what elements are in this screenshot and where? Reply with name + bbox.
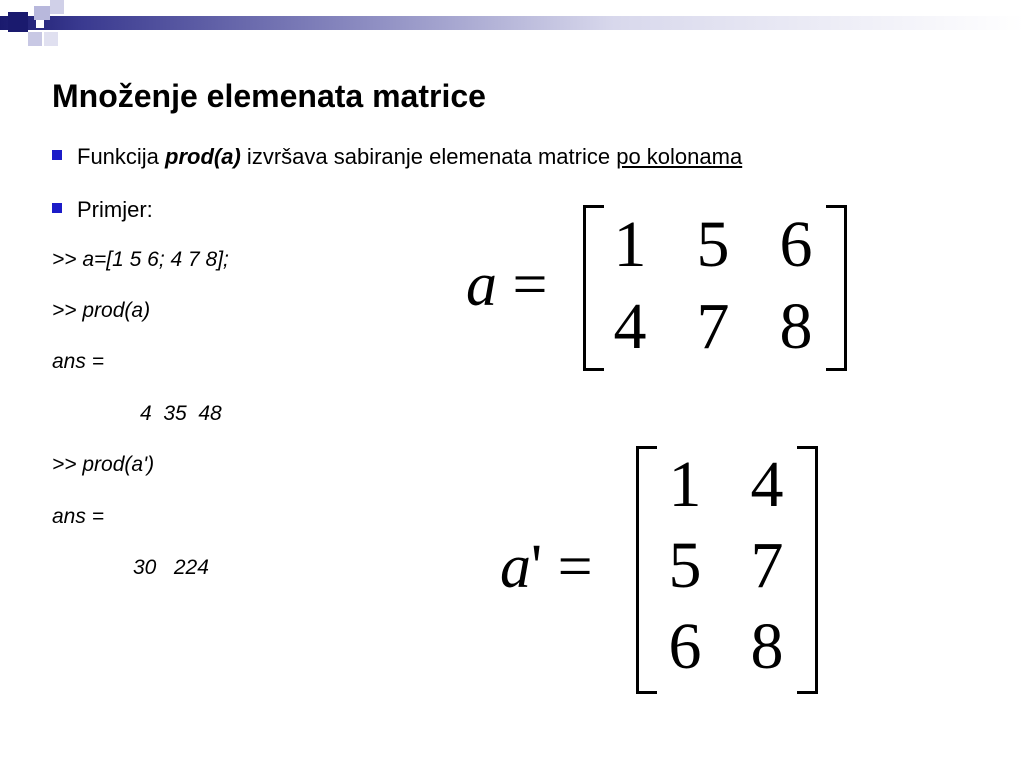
right-bracket xyxy=(797,446,818,694)
matrix-cell: 1 xyxy=(668,448,702,521)
header-gradient-bar xyxy=(0,16,1024,30)
code-output: 30 224 xyxy=(133,556,209,579)
matrix-cell: 1 xyxy=(613,208,647,281)
matrix-cell: 7 xyxy=(696,290,730,363)
function-name: prod(a) xyxy=(165,144,241,169)
code-line: >> prod(a) xyxy=(52,299,151,322)
matrix-cell: 8 xyxy=(750,610,784,683)
bullet-square-icon xyxy=(52,203,62,213)
matrix-label: a = xyxy=(466,251,548,319)
underlined-text: po kolonama xyxy=(616,144,743,169)
bullet-text: izvršava sabiranje elemenata matrice xyxy=(240,144,617,169)
bullet-text: Funkcija xyxy=(77,144,166,169)
matrix-cell: 7 xyxy=(750,529,784,602)
matrix-cell: 4 xyxy=(750,448,784,521)
matrix-label: a' = xyxy=(500,533,593,601)
left-bracket xyxy=(636,446,657,694)
header-square-decoration xyxy=(50,0,64,14)
code-line: ans = xyxy=(52,505,104,528)
code-output: 4 35 48 xyxy=(140,402,222,425)
code-line: >> prod(a') xyxy=(52,453,155,476)
bullet-item-function xyxy=(52,144,742,170)
code-line: ans = xyxy=(52,350,104,373)
header-square-decoration xyxy=(34,6,50,20)
matrix-cell: 5 xyxy=(668,529,702,602)
matrix-cell: 8 xyxy=(779,290,813,363)
bullet-square-icon xyxy=(52,150,62,160)
matrix-cell: 4 xyxy=(613,290,647,363)
bullet-item-example xyxy=(52,197,153,223)
slide-title: Množenje elemenata matrice xyxy=(52,78,486,114)
matrix-cell: 6 xyxy=(668,610,702,683)
matrix-cell: 5 xyxy=(696,208,730,281)
header-square-decoration xyxy=(44,32,58,46)
header-square-decoration xyxy=(36,20,44,28)
header-square-decoration xyxy=(8,12,28,32)
right-bracket xyxy=(826,205,847,371)
matrix-cell: 6 xyxy=(779,208,813,281)
header-square-decoration xyxy=(28,32,42,46)
code-line: >> a=[1 5 6; 4 7 8]; xyxy=(52,248,229,271)
bullet-text: Primjer: xyxy=(77,197,153,222)
